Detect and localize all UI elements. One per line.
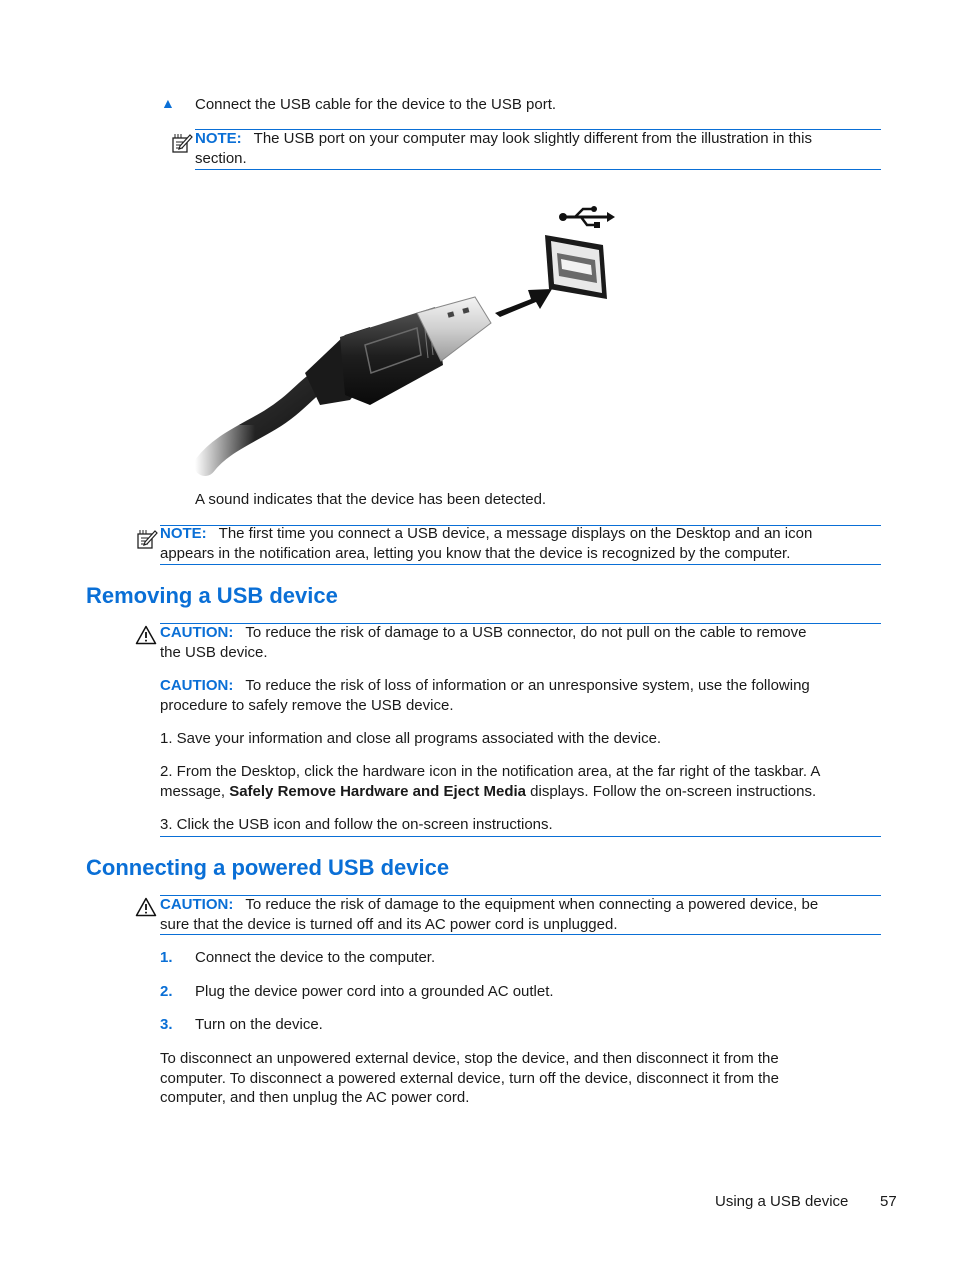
caution3-line2: sure that the device is turned off and its AC power cord is unplugged. bbox=[160, 915, 618, 933]
disconnect-line2: computer. To disconnect a powered external device, turn off the device, disconnect it from the bbox=[160, 1069, 779, 1087]
step-bullet-icon: ▲ bbox=[161, 95, 175, 111]
section1-heading: Removing a USB device bbox=[86, 583, 338, 608]
caution2-line1: To reduce the risk of loss of information or an unresponsive system, use the following bbox=[245, 677, 810, 694]
remove-step-2 bbox=[160, 762, 885, 801]
note-icon bbox=[136, 528, 158, 550]
sound-text: A sound indicates that the device has been detected. bbox=[195, 491, 547, 508]
caution3-line1: To reduce the risk of damage to the equipment when connecting a powered device, be bbox=[245, 896, 819, 913]
note2-line2: appears in the notification area, letting you know that the device is recognized by the computer. bbox=[160, 544, 791, 562]
note1-line1: The USB port on your computer may look slightly different from the illustration in this bbox=[253, 130, 812, 147]
usb-port-icon bbox=[545, 235, 607, 299]
caution2-label: CAUTION: bbox=[160, 677, 234, 694]
note1-line2: section. bbox=[195, 149, 247, 167]
caution1-label: CAUTION: bbox=[160, 624, 234, 641]
note-icon bbox=[171, 132, 193, 154]
step-text: Connect the USB cable for the device to the USB port. bbox=[195, 96, 557, 113]
page-number: 57 bbox=[880, 1193, 897, 1210]
caution1-line2: the USB device. bbox=[160, 643, 268, 661]
caution2-text bbox=[160, 676, 885, 715]
note2-line1: The first time you connect a USB device, a message displays on the Desktop and an icon bbox=[218, 525, 813, 542]
section2-heading: Connecting a powered USB device bbox=[86, 855, 450, 880]
powered-step-3 bbox=[160, 1015, 860, 1035]
footer-section-title: Using a USB device bbox=[715, 1193, 849, 1210]
arrow-icon bbox=[495, 289, 552, 317]
caution3-bottom-rule bbox=[160, 934, 881, 935]
note2-label: NOTE: bbox=[160, 525, 207, 542]
caution3-text bbox=[160, 895, 885, 934]
powered-step-1 bbox=[160, 948, 860, 968]
remove-step-2-post: displays. Follow the on-screen instructions. bbox=[526, 782, 817, 800]
caution-icon bbox=[135, 897, 157, 917]
disconnect-line1: To disconnect an unpowered external device, stop the device, and then disconnect it from the bbox=[160, 1050, 779, 1067]
caution3-label: CAUTION: bbox=[160, 896, 234, 913]
caution1-text bbox=[160, 623, 885, 662]
step-number: 1. bbox=[160, 949, 173, 966]
step-text: Connect the device to the computer. bbox=[195, 949, 436, 966]
note1-label: NOTE: bbox=[195, 130, 242, 147]
note2-bottom-rule bbox=[160, 564, 881, 565]
step-text: Plug the device power cord into a grounded AC outlet. bbox=[195, 983, 554, 1000]
step-number: 2. bbox=[160, 983, 173, 1000]
caution-block-bottom-rule bbox=[160, 836, 881, 837]
disconnect-line3: computer, and then unplug the AC power cord. bbox=[160, 1089, 470, 1106]
remove-step-2-line1: 2. From the Desktop, click the hardware icon in the notification area, at the far right of the taskbar. A bbox=[160, 763, 821, 780]
remove-step-1: 1. Save your information and close all programs associated with the device. bbox=[160, 730, 662, 747]
caution1-line1: To reduce the risk of damage to a USB connector, do not pull on the cable to remove bbox=[245, 624, 807, 641]
caution-icon bbox=[135, 625, 157, 645]
note1-bottom-rule bbox=[195, 169, 881, 170]
remove-step-3: 3. Click the USB icon and follow the on-screen instructions. bbox=[160, 816, 553, 833]
note2-text bbox=[160, 524, 885, 563]
usb-plug-icon bbox=[305, 297, 491, 405]
remove-step-2-pre: message, bbox=[160, 782, 230, 800]
caution2-line2: procedure to safely remove the USB device. bbox=[160, 696, 454, 714]
step-text: Turn on the device. bbox=[195, 1016, 323, 1033]
usb-illustration bbox=[195, 195, 625, 480]
usb-symbol-icon bbox=[559, 206, 615, 228]
note1-text bbox=[195, 129, 885, 168]
powered-step-2 bbox=[160, 982, 860, 1002]
step-number: 3. bbox=[160, 1016, 173, 1033]
remove-step-2-bold: Safely Remove Hardware and Eject Media bbox=[229, 782, 526, 800]
disconnect-paragraph bbox=[160, 1049, 885, 1108]
